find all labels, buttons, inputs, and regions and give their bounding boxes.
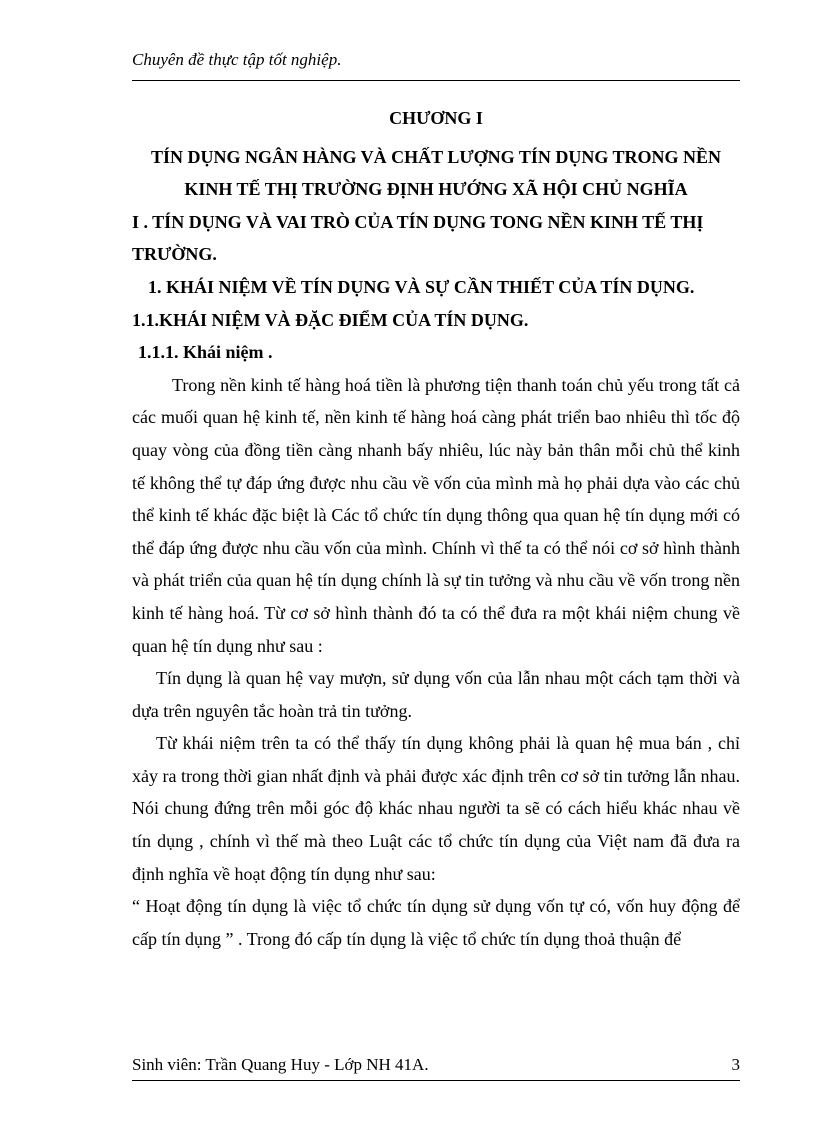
section-heading-1-1: 1.1.KHÁI NIỆM VÀ ĐẶC ĐIỂM CỦA TÍN DỤNG. (132, 309, 529, 330)
section-heading-1: 1. KHÁI NIỆM VỀ TÍN DỤNG VÀ SỰ CẦN THIẾT CỦA TÍN DỤNG. (148, 276, 695, 297)
section-heading-1-1-1: 1.1.1. Khái niệm . (138, 342, 273, 363)
chapter-title-line-1: TÍN DỤNG NGÂN HÀNG VÀ CHẤT LƯỢNG TÍN DỤNG TRONG NỀN (150, 146, 722, 167)
paragraph-2: Tín dụng là quan hệ vay mượn, sử dụng vốn của lẫn nhau một cách tạm thời và dựa trên nguyên tắc hoàn trả tin tưởng. (132, 668, 740, 721)
footer-divider (132, 1080, 740, 1081)
paragraph-3: Từ khái niệm trên ta có thể thấy tín dụng không phải là quan hệ mua bán , chỉ xảy ra trong thời gian nhất định và phải được xác định trên cơ sở tin tưởng lẫn nhau. Nói chung đứng trên mỗi góc độ khác nhau người ta sẽ có cách hiểu khác nhau về tín dụng , chính vì thế mà theo Luật các tổ chức tín dụng của Việt nam đã đưa ra định nghĩa về hoạt động tín dụng như sau: (132, 733, 740, 884)
section-heading-I: I . TÍN DỤNG VÀ VAI TRÒ CỦA TÍN DỤNG TONG NỀN KINH TẾ THỊ TRƯỜNG. (132, 211, 704, 265)
page-number: 3 (731, 1055, 740, 1074)
header-divider (132, 80, 740, 81)
page-footer (132, 1055, 740, 1075)
chapter-label: CHƯƠNG I (389, 108, 483, 128)
paragraph-1: Trong nền kinh tế hàng hoá tiền là phương tiện thanh toán chủ yếu trong tất cả các muối quan hệ kinh tế, nền kinh tế hàng hoá càng phát triển bao nhiêu thì tốc độ quay vòng của đồng tiền càng nhanh bấy nhiêu, lúc này bản thân mỗi chủ thể kinh tế không thể tự đáp ứng được nhu cầu về vốn của mình mà họ phải dựa vào các chủ thể kinh tế khác đặc biệt là Các tổ chức tín dụng thông qua quan hệ tín dụng mới có thể đáp ứng được nhu cầu vốn của mình. Chính vì thế ta có thể nói cơ sở hình thành và phát triển của quan hệ tín dụng chính là sự tin tưởng và nhu cầu về vốn trong nền kinh tế hàng hoá. Từ cơ sở hình thành đó ta có thể đưa ra một khái niệm chung về quan hệ tín dụng như sau : (132, 374, 740, 656)
chapter-title-line-2: KINH TẾ THỊ TRƯỜNG ĐỊNH HƯỚNG XÃ HỘI CHỦ NGHĨA (184, 179, 688, 200)
footer-student-info: Sinh viên: Trần Quang Huy - Lớp NH 41A. (132, 1055, 429, 1074)
running-header: Chuyên đề thực tập tốt nghiệp. (132, 50, 342, 69)
paragraph-4: “ Hoạt động tín dụng là việc tổ chức tín dụng sử dụng vốn tự có, vốn huy động để cấp tín dụng ” . Trong đó cấp tín dụng là việc tổ chức tín dụng thoả thuận để (132, 896, 740, 949)
page-content (132, 102, 740, 955)
